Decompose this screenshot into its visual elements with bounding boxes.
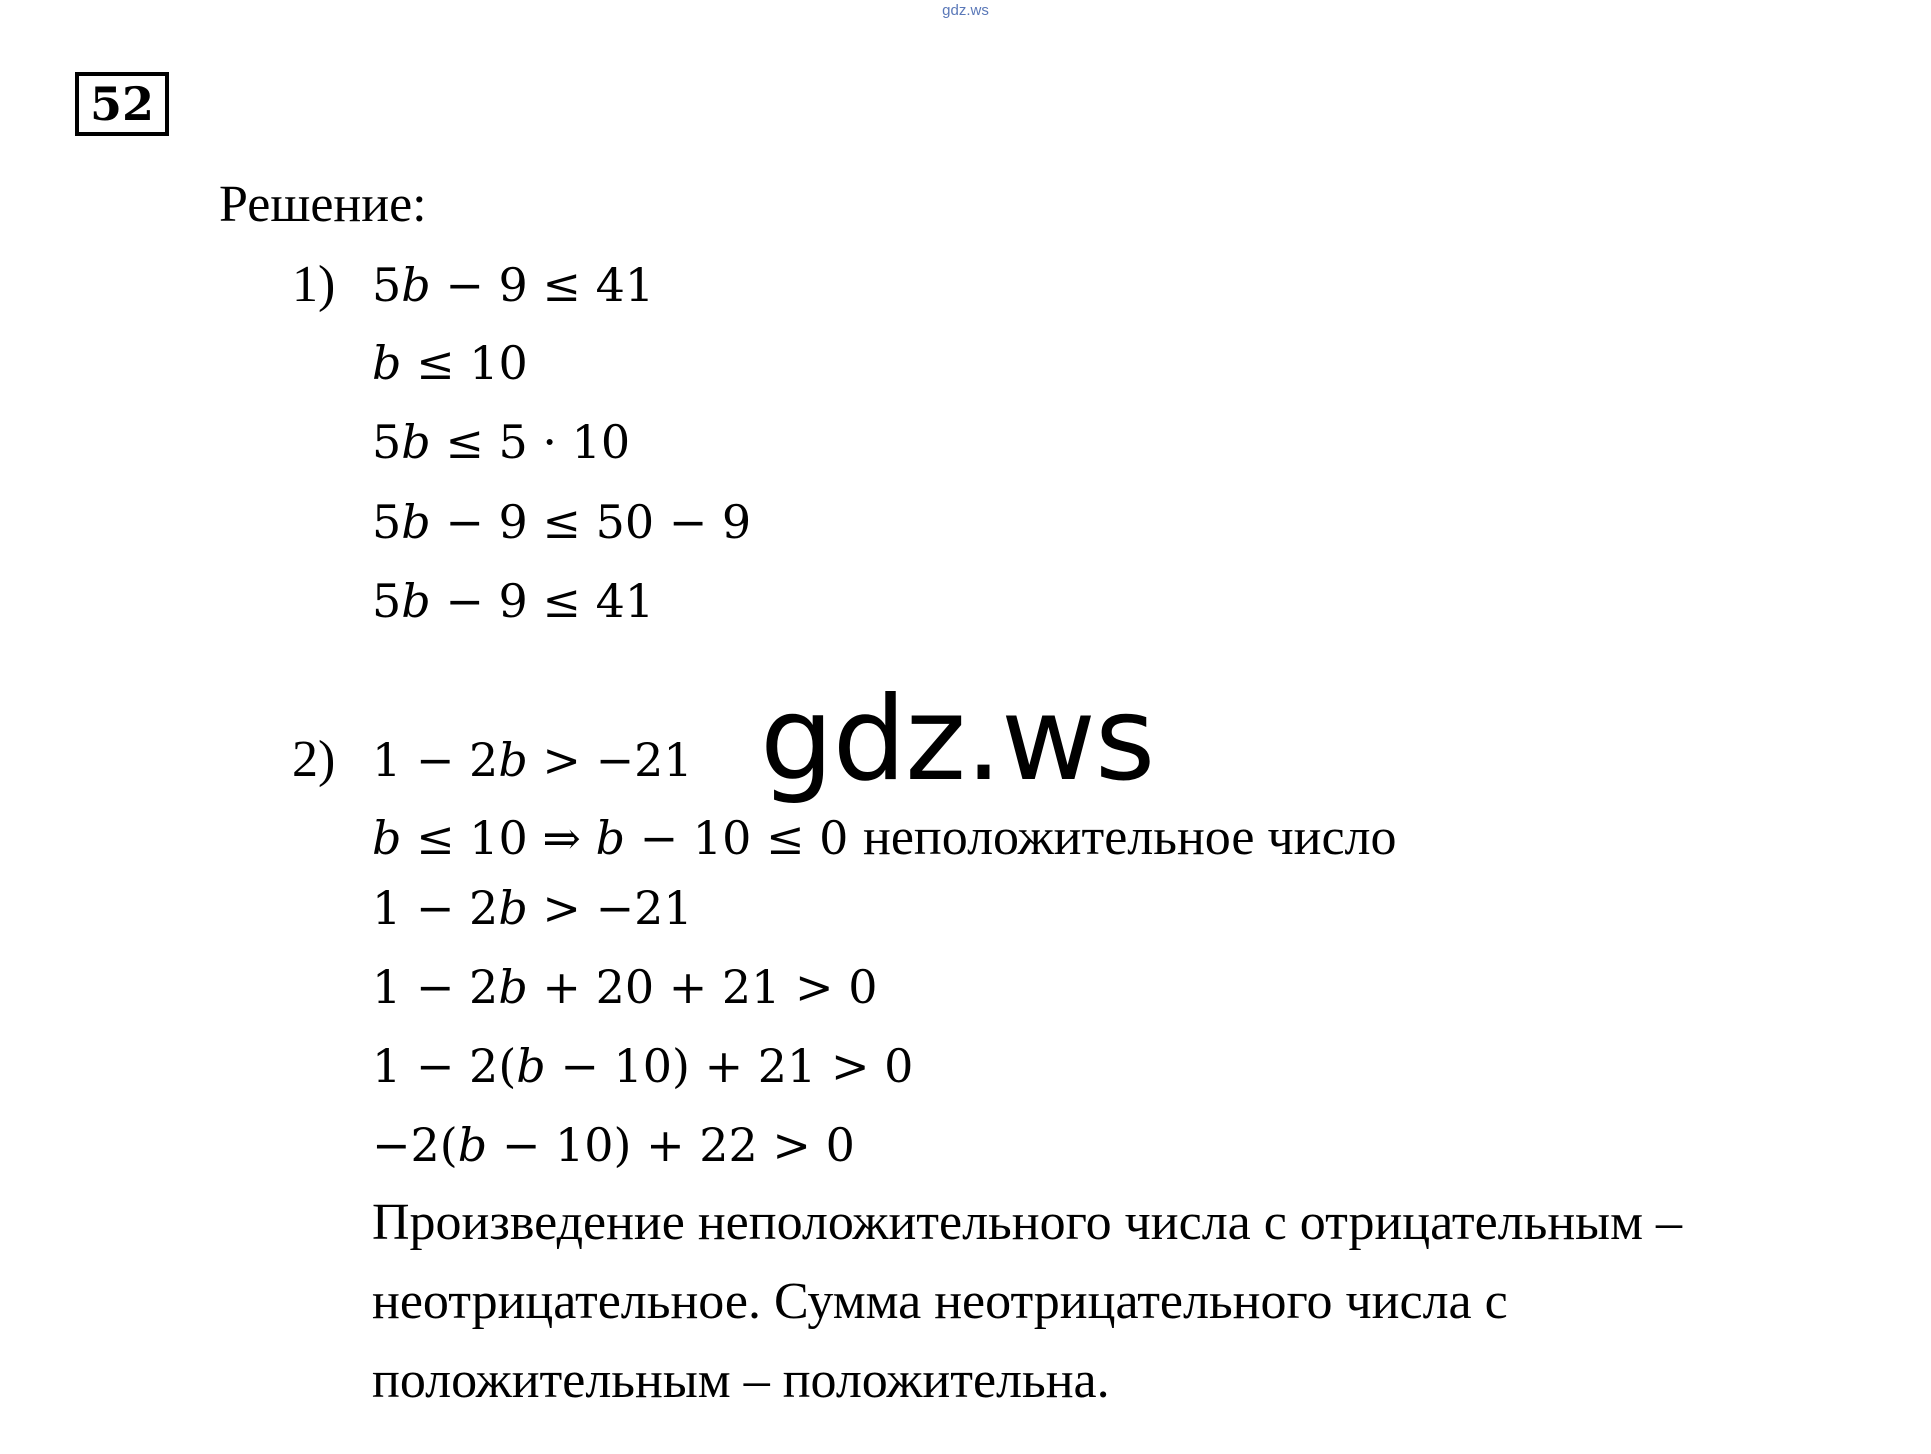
- conclusion-line-2: неотрицательное. Сумма неотрицательного числа с: [372, 1273, 1508, 1330]
- conclusion-line-3: положительным – положительна.: [372, 1352, 1110, 1409]
- task-number: 52: [89, 77, 154, 131]
- part2-line-3: 1 − 2b > −21: [372, 881, 693, 935]
- part1-line-5: 5b − 9 ≤ 41: [372, 574, 655, 628]
- task-number-box: [75, 72, 169, 136]
- part2-line-1: 1 − 2b > −21: [372, 733, 693, 787]
- part1-line-1: 5b − 9 ≤ 41: [372, 258, 655, 312]
- conclusion-line-1: Произведение неположительного числа с отрицательным –: [372, 1194, 1683, 1251]
- part2-line-5: 1 − 2(b − 10) + 21 > 0: [372, 1039, 914, 1093]
- part2-line-6: −2(b − 10) + 22 > 0: [372, 1118, 855, 1172]
- top-watermark: gdz.ws: [942, 2, 989, 19]
- part2-line-4: 1 − 2b + 20 + 21 > 0: [372, 960, 878, 1014]
- part1-line-3: 5b ≤ 5 · 10: [372, 415, 631, 469]
- part2-line-2: b ≤ 10 ⇒ b − 10 ≤ 0 неположительное число: [372, 809, 1397, 866]
- center-watermark: gdz.ws: [760, 672, 1155, 807]
- solution-heading: Решение:: [219, 176, 427, 233]
- part1-label: 1): [292, 256, 336, 313]
- part2-label: 2): [292, 731, 336, 788]
- part1-line-4: 5b − 9 ≤ 50 − 9: [372, 495, 752, 549]
- part1-line-2: b ≤ 10: [372, 336, 528, 390]
